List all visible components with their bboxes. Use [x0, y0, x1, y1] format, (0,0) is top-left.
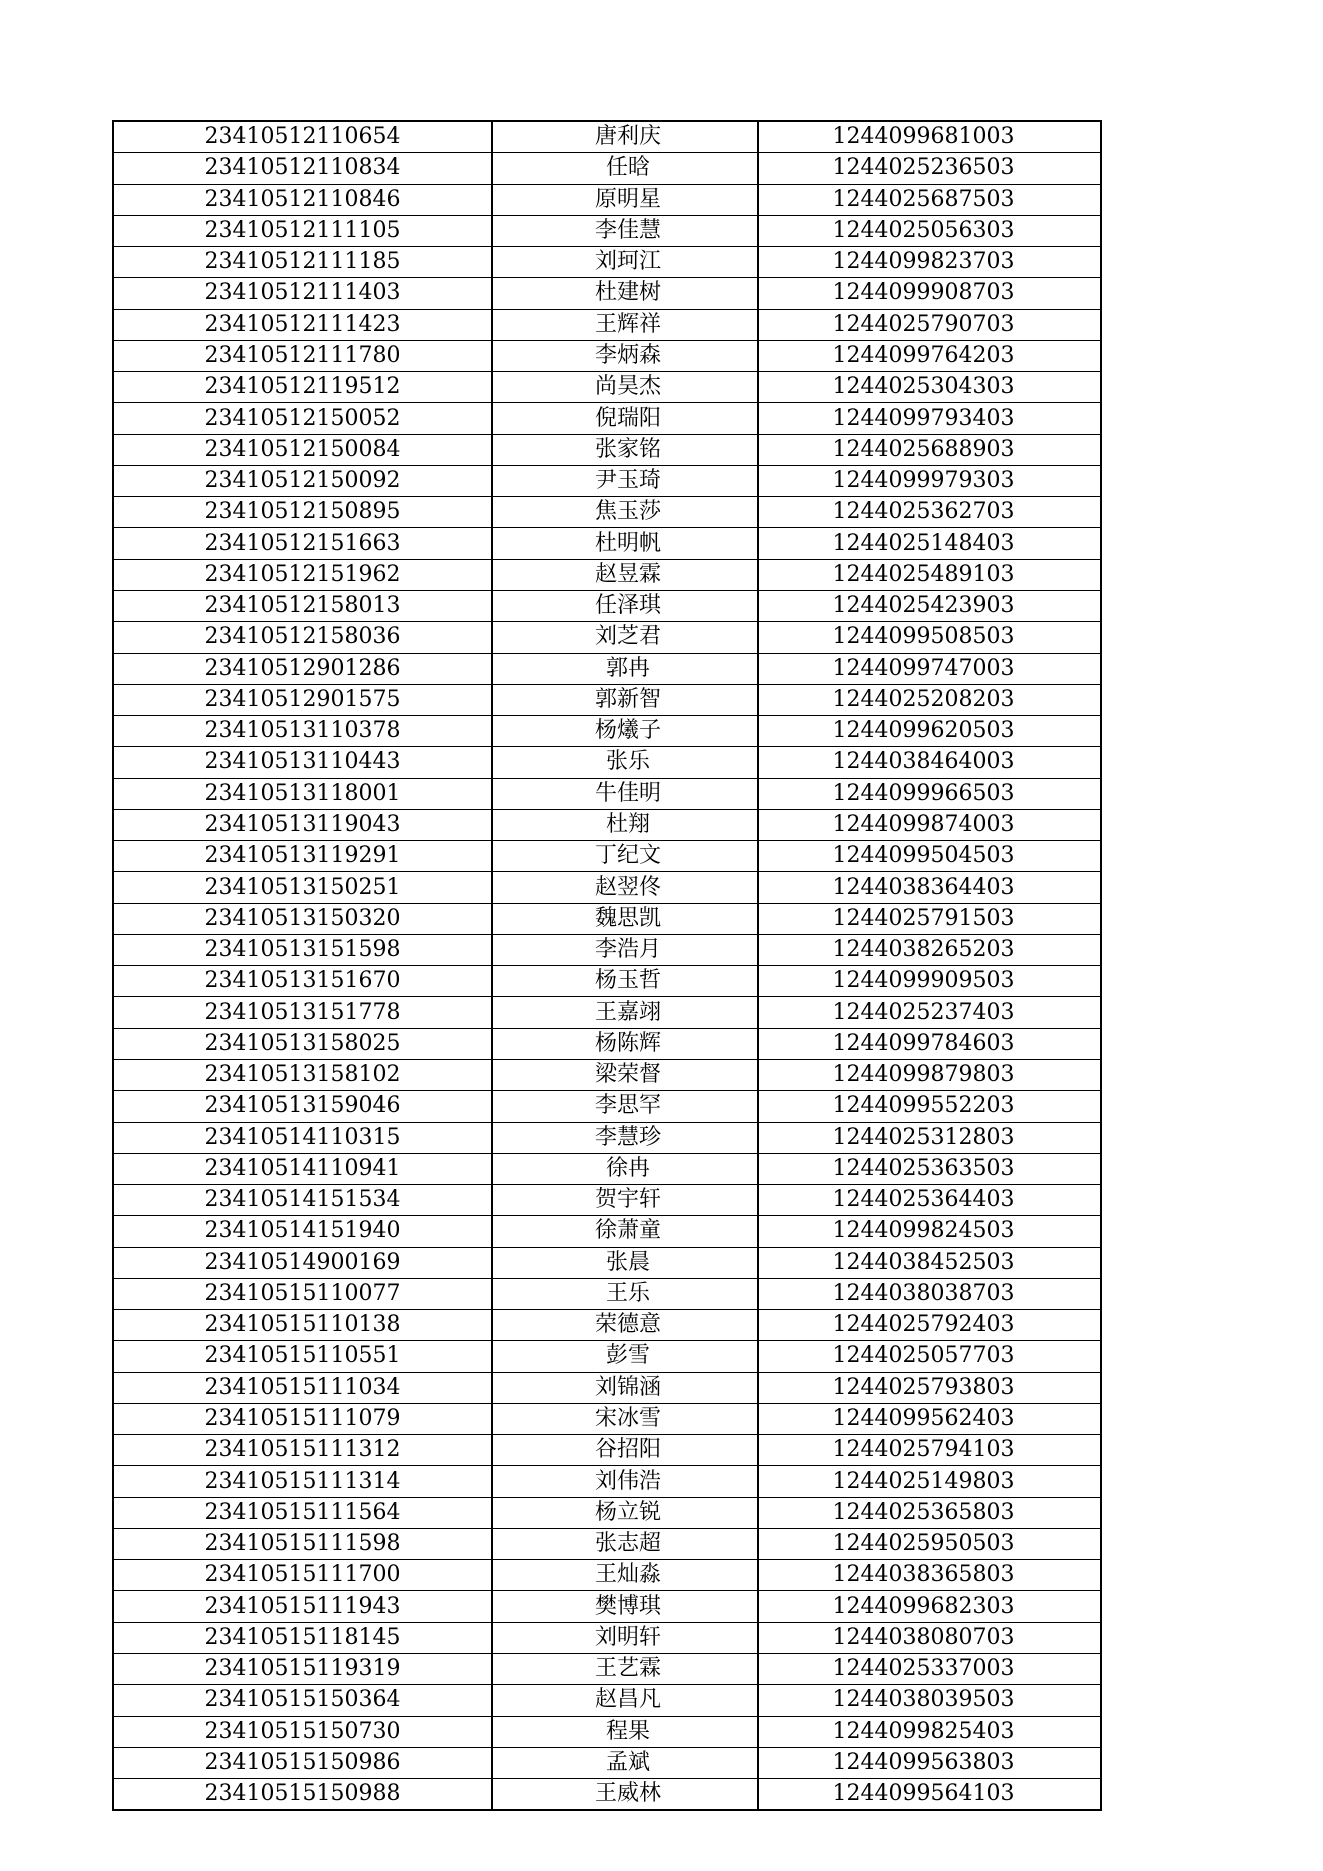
table-row	[113, 1216, 1101, 1247]
student-name-cell: 丁纪文	[492, 841, 758, 872]
student-name-cell: 王嘉翊	[492, 997, 758, 1028]
table-row	[113, 1247, 1101, 1278]
record-code-cell: 1244025057703	[758, 1341, 1101, 1372]
table-row	[113, 1716, 1101, 1747]
student-name-cell: 张晨	[492, 1247, 758, 1278]
table-row	[113, 309, 1101, 340]
table-row	[113, 966, 1101, 997]
record-code-cell: 1244099747003	[758, 653, 1101, 684]
table-row	[113, 1091, 1101, 1122]
student-name-cell: 程果	[492, 1716, 758, 1747]
record-code-cell: 1244099793403	[758, 403, 1101, 434]
record-code-cell: 1244025056303	[758, 215, 1101, 246]
record-code-cell: 1244099504503	[758, 841, 1101, 872]
table-row	[113, 653, 1101, 684]
table-row	[113, 528, 1101, 559]
candidate-id-cell: 23410515150730	[113, 1716, 492, 1747]
table-row	[113, 497, 1101, 528]
student-name-cell: 杨陈辉	[492, 1028, 758, 1059]
student-name-cell: 赵昌凡	[492, 1685, 758, 1716]
record-code-cell: 1244025365803	[758, 1497, 1101, 1528]
record-code-cell: 1244099682303	[758, 1591, 1101, 1622]
student-name-cell: 徐萧童	[492, 1216, 758, 1247]
candidate-id-cell: 23410512111185	[113, 247, 492, 278]
table-row	[113, 121, 1101, 153]
candidate-id-cell: 23410512111780	[113, 340, 492, 371]
record-code-cell: 1244099552203	[758, 1091, 1101, 1122]
candidate-id-cell: 23410513158102	[113, 1059, 492, 1090]
record-code-cell: 1244025791503	[758, 903, 1101, 934]
candidate-id-cell: 23410514151534	[113, 1185, 492, 1216]
student-name-cell: 李思罕	[492, 1091, 758, 1122]
table-row	[113, 1372, 1101, 1403]
record-code-cell: 1244099562403	[758, 1403, 1101, 1434]
table-row	[113, 903, 1101, 934]
table-row	[113, 465, 1101, 496]
student-name-cell: 刘锦涵	[492, 1372, 758, 1403]
table-row	[113, 934, 1101, 965]
candidate-id-cell: 23410512901575	[113, 684, 492, 715]
record-code-cell: 1244038464003	[758, 747, 1101, 778]
record-code-cell: 1244025304303	[758, 372, 1101, 403]
record-code-cell: 1244099784603	[758, 1028, 1101, 1059]
student-name-cell: 谷招阳	[492, 1435, 758, 1466]
record-code-cell: 1244099564103	[758, 1779, 1101, 1811]
candidate-id-cell: 23410512150895	[113, 497, 492, 528]
student-name-cell: 彭雪	[492, 1341, 758, 1372]
record-code-cell: 1244099508503	[758, 622, 1101, 653]
candidate-id-cell: 23410515111564	[113, 1497, 492, 1528]
record-code-cell: 1244025364403	[758, 1185, 1101, 1216]
table-row	[113, 1779, 1101, 1811]
table-row	[113, 1685, 1101, 1716]
student-name-cell: 杨立锐	[492, 1497, 758, 1528]
record-code-cell: 1244025687503	[758, 184, 1101, 215]
candidate-id-cell: 23410513150320	[113, 903, 492, 934]
student-name-cell: 张家铭	[492, 434, 758, 465]
record-code-cell: 1244038080703	[758, 1622, 1101, 1653]
table-row	[113, 1122, 1101, 1153]
candidate-id-cell: 23410515150988	[113, 1779, 492, 1811]
candidate-id-cell: 23410515110077	[113, 1278, 492, 1309]
student-name-cell: 郭新智	[492, 684, 758, 715]
student-name-cell: 孟斌	[492, 1747, 758, 1778]
student-name-cell: 张乐	[492, 747, 758, 778]
record-code-cell: 1244099966503	[758, 778, 1101, 809]
candidate-id-cell: 23410512110654	[113, 121, 492, 153]
table-row	[113, 1497, 1101, 1528]
student-name-cell: 李慧珍	[492, 1122, 758, 1153]
student-name-cell: 刘珂江	[492, 247, 758, 278]
student-name-cell: 牛佳明	[492, 778, 758, 809]
student-name-cell: 李炳森	[492, 340, 758, 371]
candidate-id-cell: 23410515150364	[113, 1685, 492, 1716]
candidate-id-cell: 23410512151962	[113, 559, 492, 590]
record-code-cell: 1244025362703	[758, 497, 1101, 528]
candidate-id-cell: 23410513159046	[113, 1091, 492, 1122]
record-code-cell: 1244099825403	[758, 1716, 1101, 1747]
student-name-cell: 刘芝君	[492, 622, 758, 653]
student-name-cell: 焦玉莎	[492, 497, 758, 528]
candidate-id-cell: 23410512110846	[113, 184, 492, 215]
candidate-id-cell: 23410513110378	[113, 716, 492, 747]
table-row	[113, 841, 1101, 872]
student-name-cell: 宋冰雪	[492, 1403, 758, 1434]
table-row	[113, 809, 1101, 840]
record-code-cell: 1244025237403	[758, 997, 1101, 1028]
student-name-cell: 尹玉琦	[492, 465, 758, 496]
record-code-cell: 1244025950503	[758, 1528, 1101, 1559]
table-row	[113, 1059, 1101, 1090]
candidate-id-cell: 23410512151663	[113, 528, 492, 559]
table-row	[113, 153, 1101, 184]
student-name-cell: 郭冉	[492, 653, 758, 684]
student-name-cell: 倪瑞阳	[492, 403, 758, 434]
student-name-cell: 赵昱霖	[492, 559, 758, 590]
table-row	[113, 997, 1101, 1028]
student-name-cell: 王灿淼	[492, 1560, 758, 1591]
table-row	[113, 1341, 1101, 1372]
candidate-id-cell: 23410512150092	[113, 465, 492, 496]
candidate-id-cell: 23410514900169	[113, 1247, 492, 1278]
student-name-cell: 樊博琪	[492, 1591, 758, 1622]
candidate-id-cell: 23410515110138	[113, 1310, 492, 1341]
candidate-id-cell: 23410513150251	[113, 872, 492, 903]
candidate-id-cell: 23410514110315	[113, 1122, 492, 1153]
candidate-id-cell: 23410513119291	[113, 841, 492, 872]
student-name-cell: 李浩月	[492, 934, 758, 965]
student-name-cell: 原明星	[492, 184, 758, 215]
candidate-id-cell: 23410512901286	[113, 653, 492, 684]
student-name-cell: 杨爔子	[492, 716, 758, 747]
record-code-cell: 1244025792403	[758, 1310, 1101, 1341]
student-name-cell: 荣德意	[492, 1310, 758, 1341]
table-row	[113, 1278, 1101, 1309]
student-name-cell: 贺宇轩	[492, 1185, 758, 1216]
table-row	[113, 1747, 1101, 1778]
table-row	[113, 1185, 1101, 1216]
candidate-id-cell: 23410512158036	[113, 622, 492, 653]
record-code-cell: 1244025148403	[758, 528, 1101, 559]
student-name-cell: 徐冉	[492, 1153, 758, 1184]
student-name-cell: 杜明帆	[492, 528, 758, 559]
table-row	[113, 247, 1101, 278]
student-name-cell: 李佳慧	[492, 215, 758, 246]
table-row	[113, 622, 1101, 653]
student-name-cell: 杜建树	[492, 278, 758, 309]
candidate-id-cell: 23410514151940	[113, 1216, 492, 1247]
student-name-cell: 任晗	[492, 153, 758, 184]
record-code-cell: 1244099874003	[758, 809, 1101, 840]
student-name-cell: 任泽琪	[492, 590, 758, 621]
table-row	[113, 403, 1101, 434]
candidate-id-cell: 23410513110443	[113, 747, 492, 778]
table-row	[113, 1654, 1101, 1685]
candidate-id-cell: 23410515110551	[113, 1341, 492, 1372]
record-code-cell: 1244099908703	[758, 278, 1101, 309]
records-body	[113, 121, 1101, 1810]
table-row	[113, 1435, 1101, 1466]
candidate-id-cell: 23410512158013	[113, 590, 492, 621]
record-code-cell: 1244038365803	[758, 1560, 1101, 1591]
candidate-id-cell: 23410515111598	[113, 1528, 492, 1559]
record-code-cell: 1244099620503	[758, 716, 1101, 747]
record-code-cell: 1244038364403	[758, 872, 1101, 903]
table-row	[113, 1466, 1101, 1497]
record-code-cell: 1244025423903	[758, 590, 1101, 621]
student-name-cell: 唐利庆	[492, 121, 758, 153]
student-name-cell: 王威林	[492, 1779, 758, 1811]
student-name-cell: 王乐	[492, 1278, 758, 1309]
candidate-id-cell: 23410515118145	[113, 1622, 492, 1653]
candidate-id-cell: 23410512111105	[113, 215, 492, 246]
record-code-cell: 1244025688903	[758, 434, 1101, 465]
table-row	[113, 1622, 1101, 1653]
candidate-id-cell: 23410515111312	[113, 1435, 492, 1466]
record-code-cell: 1244038038703	[758, 1278, 1101, 1309]
table-row	[113, 559, 1101, 590]
record-code-cell: 1244099979303	[758, 465, 1101, 496]
candidate-id-cell: 23410514110941	[113, 1153, 492, 1184]
record-code-cell: 1244099879803	[758, 1059, 1101, 1090]
candidate-id-cell: 23410513151670	[113, 966, 492, 997]
candidate-id-cell: 23410512150084	[113, 434, 492, 465]
record-code-cell: 1244025793803	[758, 1372, 1101, 1403]
table-row	[113, 278, 1101, 309]
candidate-id-cell: 23410512119512	[113, 372, 492, 403]
candidate-id-cell: 23410512150052	[113, 403, 492, 434]
record-code-cell: 1244025794103	[758, 1435, 1101, 1466]
candidate-id-cell: 23410515119319	[113, 1654, 492, 1685]
table-row	[113, 215, 1101, 246]
record-code-cell: 1244099764203	[758, 340, 1101, 371]
candidate-id-cell: 23410515111943	[113, 1591, 492, 1622]
table-row	[113, 1560, 1101, 1591]
candidate-id-cell: 23410515111079	[113, 1403, 492, 1434]
record-code-cell: 1244099824503	[758, 1216, 1101, 1247]
table-row	[113, 872, 1101, 903]
student-name-cell: 王辉祥	[492, 309, 758, 340]
records-table	[112, 120, 1102, 1811]
record-code-cell: 1244025208203	[758, 684, 1101, 715]
record-code-cell: 1244025236503	[758, 153, 1101, 184]
record-code-cell: 1244099563803	[758, 1747, 1101, 1778]
student-name-cell: 刘伟浩	[492, 1466, 758, 1497]
student-name-cell: 赵翌佟	[492, 872, 758, 903]
student-name-cell: 刘明轩	[492, 1622, 758, 1653]
candidate-id-cell: 23410512110834	[113, 153, 492, 184]
table-row	[113, 1310, 1101, 1341]
record-code-cell: 1244038452503	[758, 1247, 1101, 1278]
record-code-cell: 1244099823703	[758, 247, 1101, 278]
student-name-cell: 王艺霖	[492, 1654, 758, 1685]
record-code-cell: 1244099909503	[758, 966, 1101, 997]
candidate-id-cell: 23410513119043	[113, 809, 492, 840]
record-code-cell: 1244038039503	[758, 1685, 1101, 1716]
table-row	[113, 1591, 1101, 1622]
table-row	[113, 372, 1101, 403]
student-name-cell: 杨玉哲	[492, 966, 758, 997]
student-name-cell: 张志超	[492, 1528, 758, 1559]
candidate-id-cell: 23410515111034	[113, 1372, 492, 1403]
record-code-cell: 1244038265203	[758, 934, 1101, 965]
table-row	[113, 184, 1101, 215]
table-row	[113, 590, 1101, 621]
table-row	[113, 716, 1101, 747]
record-code-cell: 1244025790703	[758, 309, 1101, 340]
candidate-id-cell: 23410513151598	[113, 934, 492, 965]
candidate-id-cell: 23410512111403	[113, 278, 492, 309]
table-row	[113, 434, 1101, 465]
record-code-cell: 1244025489103	[758, 559, 1101, 590]
candidate-id-cell: 23410515111314	[113, 1466, 492, 1497]
student-name-cell: 梁荣督	[492, 1059, 758, 1090]
table-row	[113, 1528, 1101, 1559]
table-row	[113, 1403, 1101, 1434]
candidate-id-cell: 23410512111423	[113, 309, 492, 340]
table-row	[113, 1028, 1101, 1059]
student-name-cell: 杜翔	[492, 809, 758, 840]
table-row	[113, 1153, 1101, 1184]
record-code-cell: 1244025312803	[758, 1122, 1101, 1153]
table-row	[113, 684, 1101, 715]
record-code-cell: 1244099681003	[758, 121, 1101, 153]
student-name-cell: 尚昊杰	[492, 372, 758, 403]
candidate-id-cell: 23410513118001	[113, 778, 492, 809]
record-code-cell: 1244025337003	[758, 1654, 1101, 1685]
candidate-id-cell: 23410515111700	[113, 1560, 492, 1591]
table-row	[113, 778, 1101, 809]
table-row	[113, 340, 1101, 371]
candidate-id-cell: 23410513158025	[113, 1028, 492, 1059]
table-row	[113, 747, 1101, 778]
record-code-cell: 1244025149803	[758, 1466, 1101, 1497]
record-code-cell: 1244025363503	[758, 1153, 1101, 1184]
candidate-id-cell: 23410515150986	[113, 1747, 492, 1778]
candidate-id-cell: 23410513151778	[113, 997, 492, 1028]
student-name-cell: 魏思凯	[492, 903, 758, 934]
